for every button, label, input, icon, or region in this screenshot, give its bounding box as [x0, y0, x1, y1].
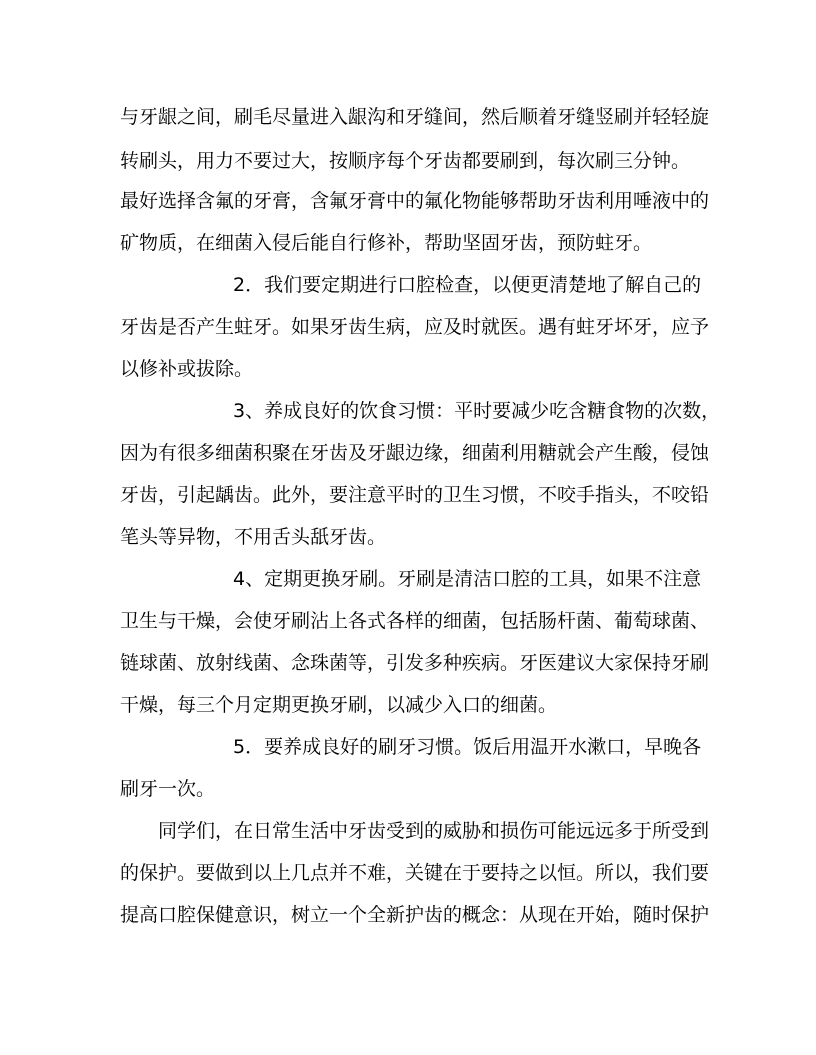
text-line: 与牙龈之间，刷毛尽量进入龈沟和牙缝间，然后顺着牙缝竖刷并轻轻旋 [120, 106, 710, 128]
text-line: 2．我们要定期进行口腔检查，以便更清楚地了解自己的 [233, 274, 702, 296]
text-line: 卫生与干燥，会使牙刷沾上各式各样的细菌，包括肠杆菌、葡萄球菌、 [120, 610, 710, 632]
text-line: 笔头等异物，不用舌头舐牙齿。 [120, 526, 387, 548]
text-line: 3、养成良好的饮食习惯：平时要减少吃含糖食物的次数， [233, 400, 721, 422]
text-line: 同学们，在日常生活中牙齿受到的威胁和损伤可能远远多于所受到 [158, 820, 710, 842]
text-line: 以修补或拔除。 [120, 358, 254, 380]
text-line: 矿物质，在细菌入侵后能自行修补，帮助坚固牙齿，预防蛀牙。 [120, 232, 653, 254]
text-line: 5．要养成良好的刷牙习惯。饭后用温开水漱口，早晚各 [233, 736, 702, 758]
text-line: 牙齿，引起龋齿。此外，要注意平时的卫生习惯，不咬手指头，不咬铅 [120, 484, 710, 506]
text-line: 因为有很多细菌积聚在牙齿及牙龈边缘，细菌利用糖就会产生酸，侵蚀 [120, 442, 710, 464]
text-line: 干燥，每三个月定期更换牙刷，以减少入口的细菌。 [120, 694, 558, 716]
text-line: 的保护。要做到以上几点并不难，关键在于要持之以恒。所以，我们要 [120, 862, 710, 884]
text-line: 最好选择含氟的牙膏，含氟牙膏中的氟化物能够帮助牙齿利用唾液中的 [120, 190, 710, 212]
text-line: 牙齿是否产生蛀牙。如果牙齿生病，应及时就医。遇有蛀牙坏牙，应予 [120, 316, 710, 338]
text-line: 链球菌、放射线菌、念珠菌等，引发多种疾病。牙医建议大家保持牙刷 [120, 652, 710, 674]
text-line: 刷牙一次。 [120, 778, 216, 800]
text-line: 提高口腔保健意识，树立一个全新护齿的概念：从现在开始，随时保护 [120, 904, 710, 926]
text-line: 转刷头，用力不要过大，按顺序每个牙齿都要刷到，每次刷三分钟。 [120, 150, 691, 172]
text-line: 4、定期更换牙刷。牙刷是清洁口腔的工具，如果不注意 [233, 568, 702, 590]
